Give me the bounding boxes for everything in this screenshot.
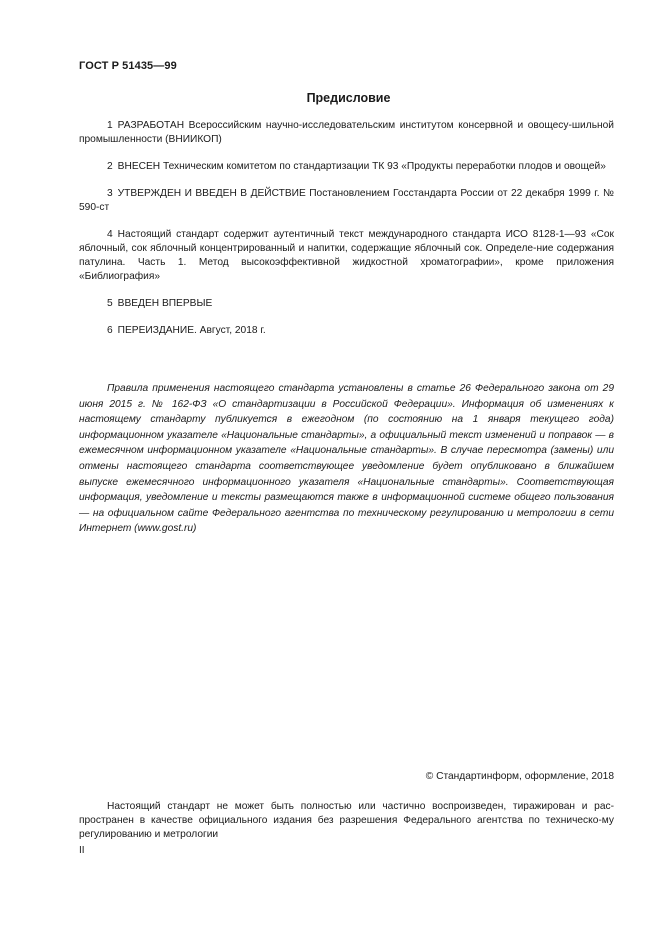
page-number: II xyxy=(79,845,85,856)
item-number: 2 xyxy=(107,161,113,172)
item-number: 4 xyxy=(107,229,113,240)
item-number: 6 xyxy=(107,325,113,336)
item-number: 5 xyxy=(107,298,113,309)
foreword-item xyxy=(79,228,614,284)
item-text: ПЕРЕИЗДАНИЕ. Август, 2018 г. xyxy=(117,325,266,336)
foreword-title: Предисловие xyxy=(306,91,391,105)
reproduction-rights-notice: Настоящий стандарт не может быть полностью или частично воспроизведен, тиражирован и рас-пространен в качестве официального издания без разрешения Федерального агентства по техническо-му регулированию и метрологии xyxy=(79,801,614,840)
foreword-item xyxy=(79,119,614,147)
foreword-item xyxy=(79,324,614,338)
item-text: УТВЕРЖДЕН И ВВЕДЕН В ДЕЙСТВИЕ Постановлением Госстандарта России от 22 декабря 1999 г. № 590-ст xyxy=(79,188,614,213)
copyright-line: © Стандартинформ, оформление, 2018 xyxy=(425,771,614,782)
item-number: 1 xyxy=(107,120,113,131)
item-text: Настоящий стандарт содержит аутентичный текст международного стандарта ИСО 8128-1—93 «Сок яблочный, сок яблочный концентрированный и напитки, содержащие яблочный сок. Определе-ние содержания патулина. Часть 1. Метод высокоэффективной жидкостной хроматографии», кроме приложения «Библиография» xyxy=(79,229,614,282)
item-number: 3 xyxy=(107,188,113,199)
foreword-item xyxy=(79,297,614,311)
foreword-item xyxy=(79,160,614,174)
document-code: ГОСТ Р 51435—99 xyxy=(79,60,177,72)
item-text: РАЗРАБОТАН Всероссийским научно-исследовательским институтом консервной и овощесу-шильной промышленности (ВНИИКОП) xyxy=(79,120,614,145)
foreword-items xyxy=(79,119,614,351)
item-text: ВВЕДЕН ВПЕРВЫЕ xyxy=(117,298,213,309)
application-rules-notice: Правила применения настоящего стандарта установлены в статье 26 Федерального закона от 29 июня 2015 г. № 162-ФЗ «О стандартизации в Российской Федерации». Информация об изменениях к настоящему стандарту публикуется в ежегодном (по состоянию на 1 января текущего года) информационном указателе «Национальные стандарты», а официальный текст изменений и поправок — в ежемесячном информационном указателе «Национальные стандарты». В случае пересмотра (замены) или отмены настоящего стандарта соответствующее уведомление будет опубликовано в ближайшем выпуске ежемесячного информационного указателя «Национальные стандарты». Соответствующая информация, уведомление и тексты размещаются также в информационной системе общего пользования — на официальном сайте Федерального агентства по техническому регулированию и метрологии в сети Интернет (www.gost.ru) xyxy=(79,383,614,535)
item-text: ВНЕСЕН Техническим комитетом по стандартизации ТК 93 «Продукты переработки плодов и овощей» xyxy=(117,161,606,172)
foreword-item xyxy=(79,187,614,215)
